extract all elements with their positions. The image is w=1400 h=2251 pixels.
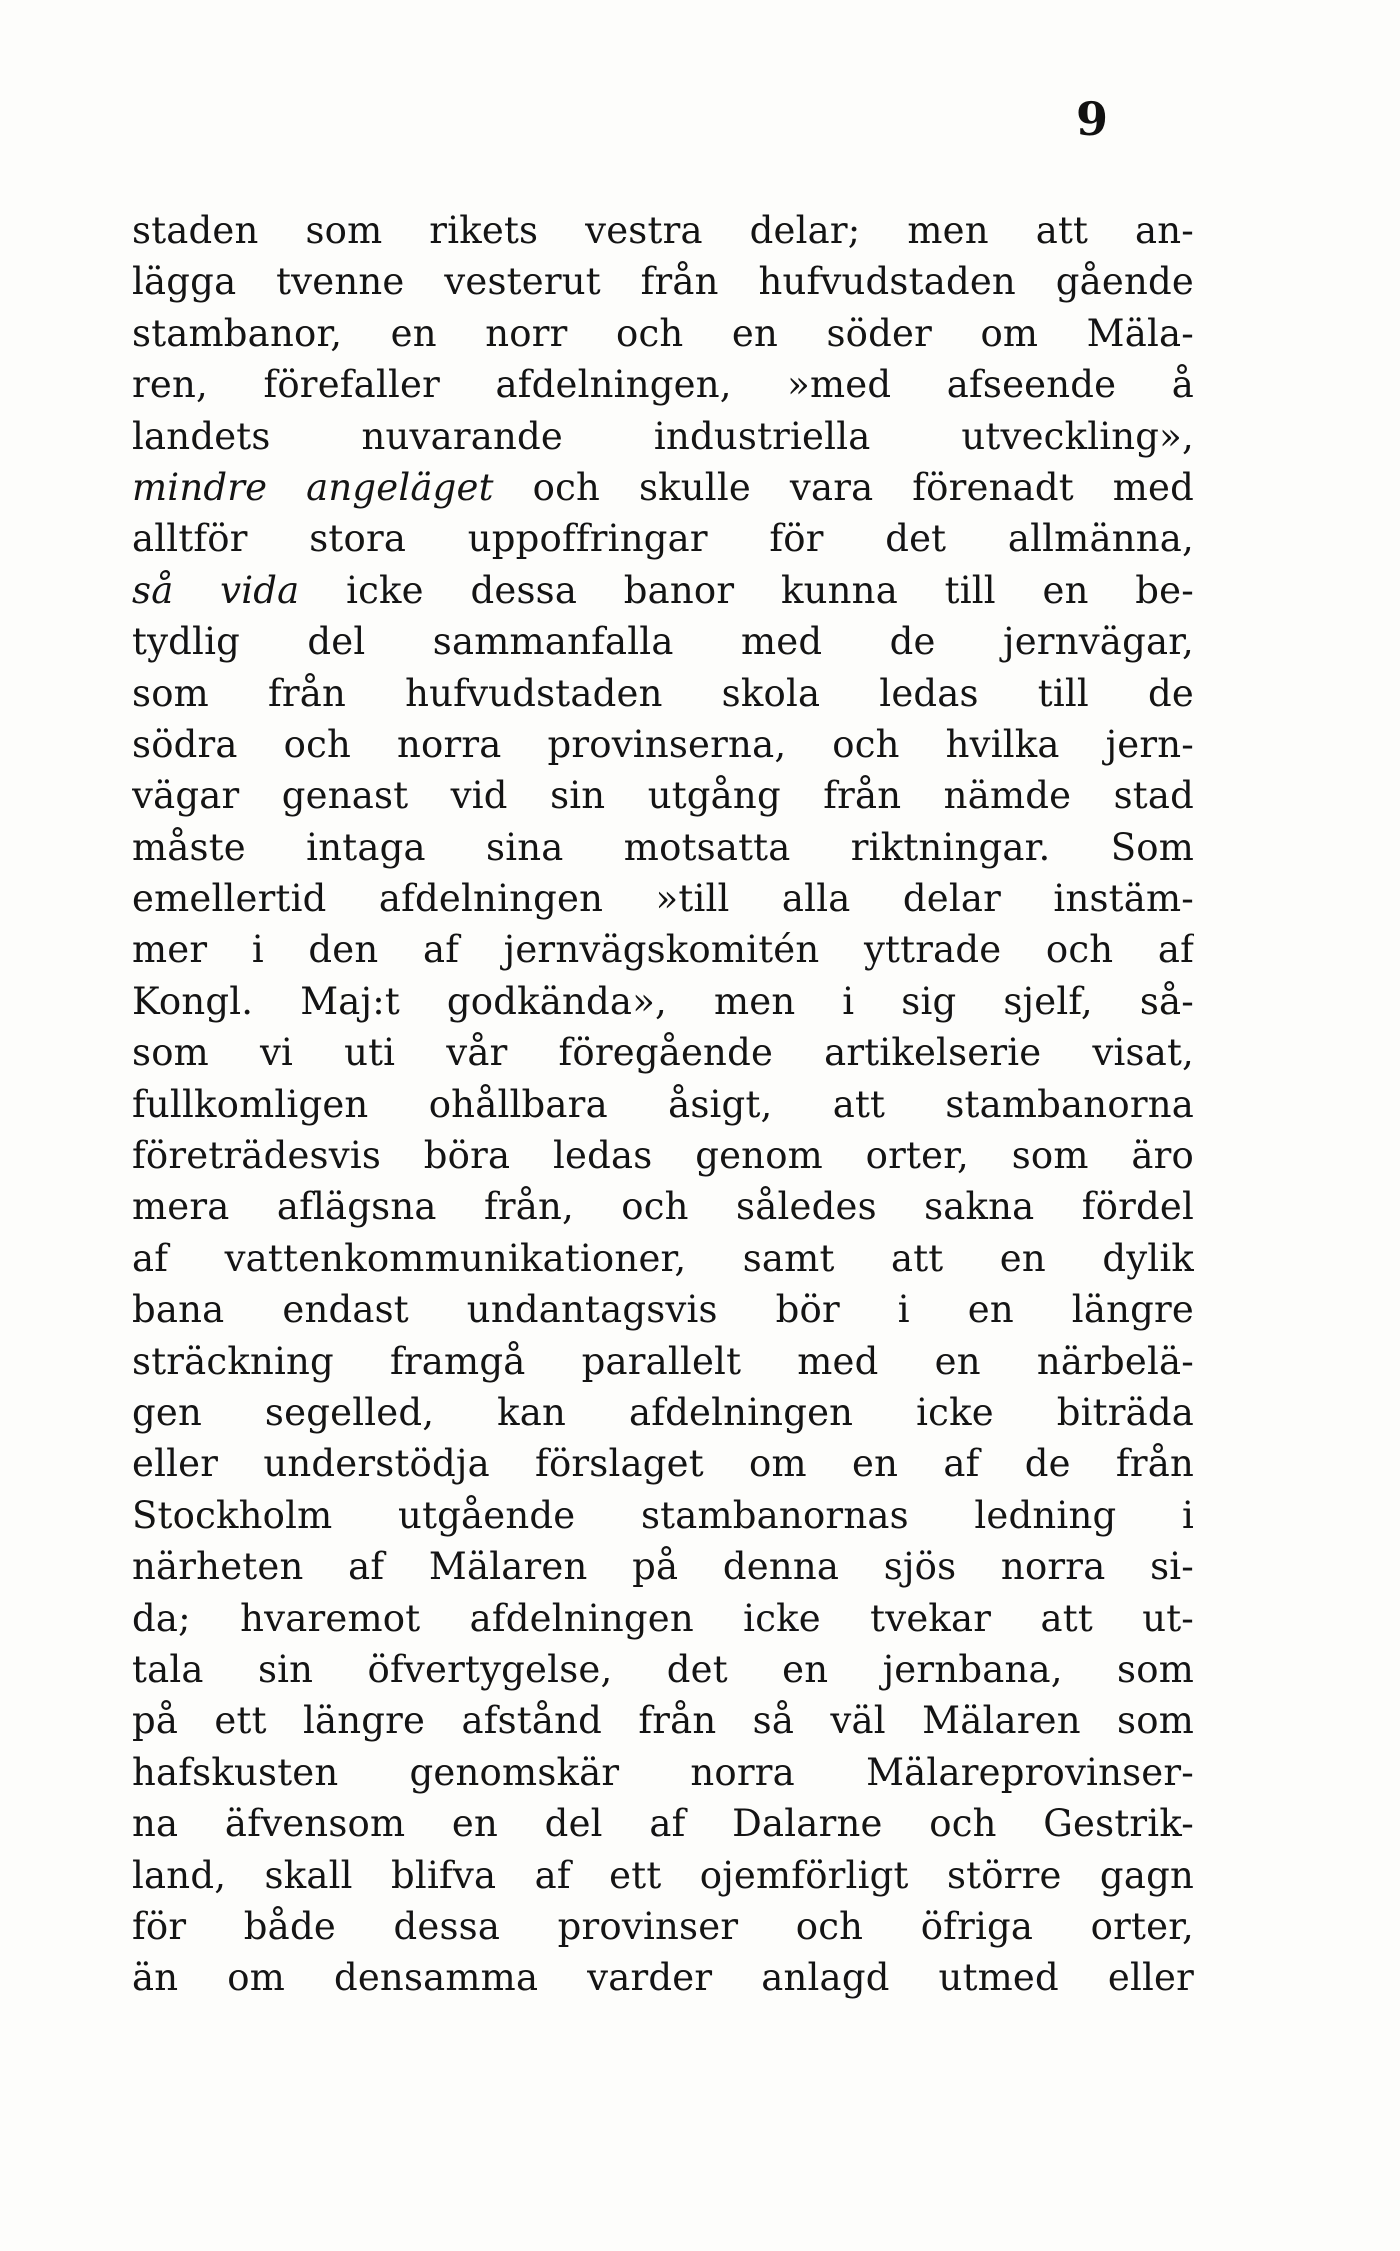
text-line xyxy=(132,1798,1194,1849)
text-line xyxy=(132,1233,1194,1284)
text-line xyxy=(132,411,1194,462)
text-line xyxy=(132,1490,1194,1541)
text-line xyxy=(132,1747,1194,1798)
line-text: sträckning framgå parallelt med en närbelä- xyxy=(132,1339,1194,1383)
text-line xyxy=(132,1027,1194,1078)
line-text: alltför stora uppoffringar för det allmänna, xyxy=(132,517,1194,561)
italic-phrase: mindre angeläget xyxy=(132,465,494,509)
italic-phrase: så vida xyxy=(132,568,300,612)
line-text: land, skall blifva af ett ojemförligt större gagn xyxy=(132,1853,1194,1897)
text-line xyxy=(132,256,1194,307)
line-text: på ett längre afstånd från så väl Mälaren som xyxy=(132,1699,1194,1743)
text-line xyxy=(132,1438,1194,1489)
text-line xyxy=(132,1695,1194,1746)
line-text: Kongl. Maj:t godkända», men i sig sjelf, så- xyxy=(132,979,1194,1023)
text-line xyxy=(132,1593,1194,1644)
text-line xyxy=(132,308,1194,359)
line-text: lägga tvenne vesterut från hufvudstaden gående xyxy=(132,260,1194,304)
text-line xyxy=(132,1541,1194,1592)
line-text: bana endast undantagsvis bör i en längre xyxy=(132,1288,1194,1332)
line-text: stambanor, en norr och en söder om Mäla- xyxy=(132,311,1194,355)
line-text: för både dessa provinser och öfriga orter, xyxy=(132,1904,1194,1948)
text-line xyxy=(132,1130,1194,1181)
text-line xyxy=(132,1644,1194,1695)
line-text: södra och norra provinserna, och hvilka jern- xyxy=(132,722,1194,766)
text-line xyxy=(132,616,1194,667)
line-text: tala sin öfvertygelse, det en jernbana, som xyxy=(132,1647,1194,1691)
text-line xyxy=(132,1336,1194,1387)
text-line xyxy=(132,359,1194,410)
text-line xyxy=(132,668,1194,719)
line-text: än om densamma varder anlagd utmed eller xyxy=(132,1956,1194,2000)
line-text: eller understödja förslaget om en af de från xyxy=(132,1442,1194,1486)
line-text: mer i den af jernvägskomitén yttrade och af xyxy=(132,928,1194,972)
line-text: da; hvaremot afdelningen icke tvekar att ut- xyxy=(132,1596,1194,1640)
line-text: af vattenkommunikationer, samt att en dylik xyxy=(132,1236,1194,1280)
line-text: gen segelled, kan afdelningen icke biträda xyxy=(132,1390,1194,1434)
line-text: mera aflägsna från, och således sakna fördel xyxy=(132,1185,1194,1229)
line-text: na äfvensom en del af Dalarne och Gestrik- xyxy=(132,1802,1194,1846)
line-text: som från hufvudstaden skola ledas till de xyxy=(132,671,1194,715)
line-text: ren, förefaller afdelningen, »med afseende å xyxy=(132,363,1194,407)
text-line xyxy=(132,1284,1194,1335)
text-line xyxy=(132,976,1194,1027)
text-line xyxy=(132,924,1194,975)
line-text: som vi uti vår föregående artikelserie visat, xyxy=(132,1031,1194,1075)
line-text: företrädesvis böra ledas genom orter, som äro xyxy=(132,1134,1194,1178)
text-line xyxy=(132,205,1194,256)
line-text: närheten af Mälaren på denna sjös norra si- xyxy=(132,1545,1194,1589)
line-text: tydlig del sammanfalla med de jernvägar, xyxy=(132,620,1194,664)
text-line xyxy=(132,1901,1194,1952)
page-number: 9 xyxy=(1075,92,1108,146)
line-text: icke dessa banor kunna till en be- xyxy=(299,568,1194,612)
line-text: vägar genast vid sin utgång från nämde stad xyxy=(132,774,1194,818)
line-text: och skulle vara förenadt med xyxy=(493,465,1194,509)
text-line xyxy=(132,1952,1194,2003)
line-text: fullkomligen ohållbara åsigt, att stambanorna xyxy=(132,1082,1194,1126)
body-text xyxy=(132,205,1194,2004)
line-text: måste intaga sina motsatta riktningar. Som xyxy=(132,825,1194,869)
text-line xyxy=(132,1181,1194,1232)
text-line xyxy=(132,565,1194,616)
text-line xyxy=(132,1079,1194,1130)
text-line xyxy=(132,770,1194,821)
text-line xyxy=(132,873,1194,924)
text-line xyxy=(132,719,1194,770)
text-line xyxy=(132,822,1194,873)
text-line xyxy=(132,462,1194,513)
text-line xyxy=(132,1387,1194,1438)
line-text: landets nuvarande industriella utveckling», xyxy=(132,414,1194,458)
line-text: emellertid afdelningen »till alla delar instäm- xyxy=(132,877,1194,921)
line-text: hafskusten genomskär norra Mälareprovinser- xyxy=(132,1750,1194,1794)
text-line xyxy=(132,513,1194,564)
text-line xyxy=(132,1850,1194,1901)
line-text: Stockholm utgående stambanornas ledning i xyxy=(132,1493,1194,1537)
line-text: staden som rikets vestra delar; men att an- xyxy=(132,209,1194,252)
